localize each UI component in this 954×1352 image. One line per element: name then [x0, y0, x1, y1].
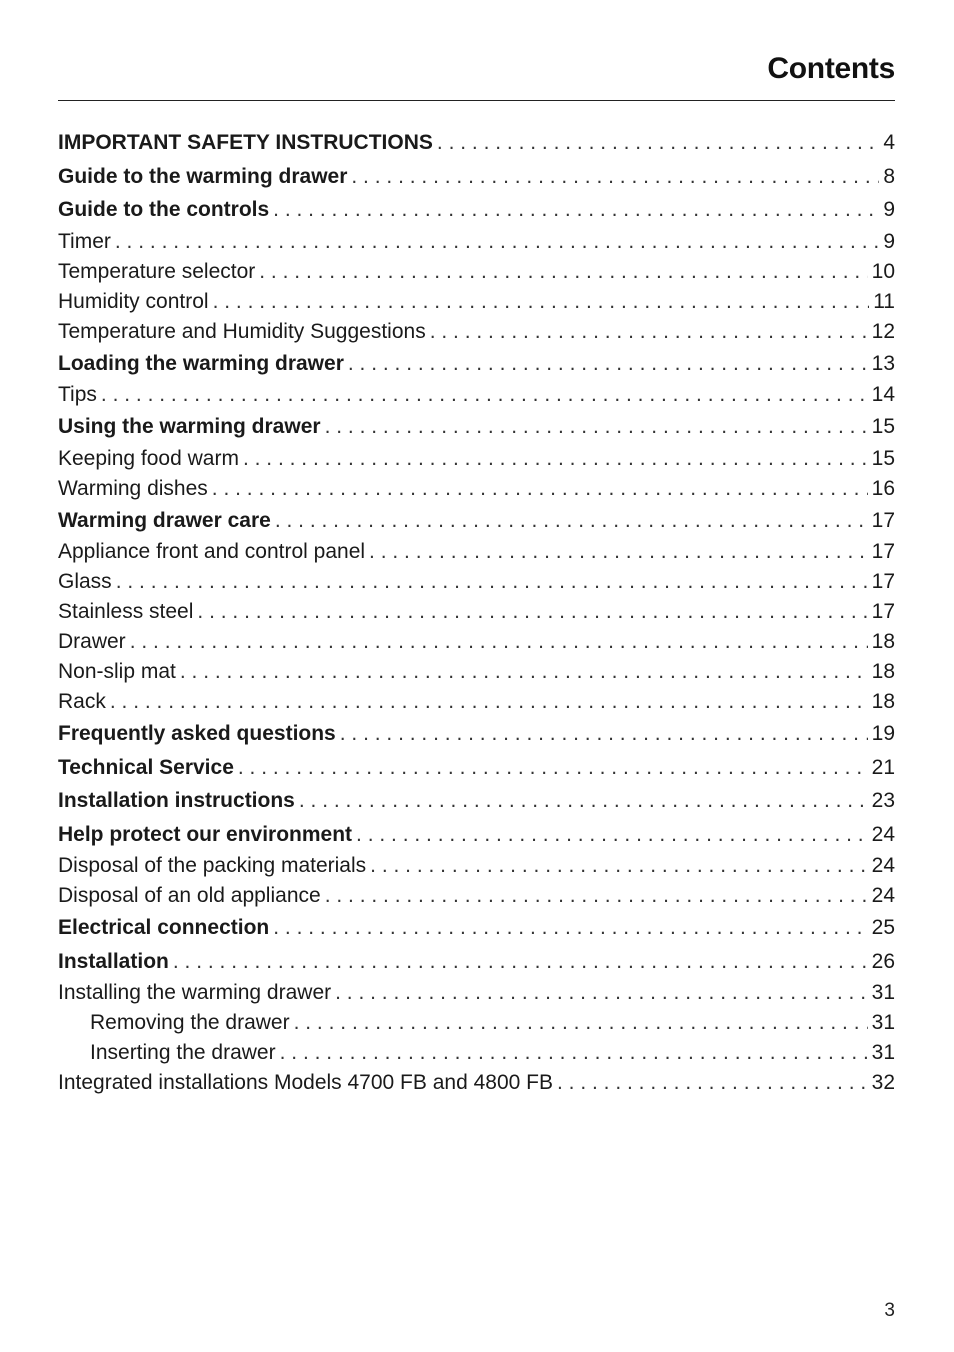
toc-entry-page: 24 — [871, 822, 895, 846]
dot-leader — [325, 881, 868, 911]
toc-entry-page: 25 — [871, 916, 895, 939]
toc-entry[interactable] — [58, 444, 895, 474]
toc-entry-label: Installing the warming drawer — [58, 981, 332, 1004]
toc-entry-label: Temperature selector — [58, 259, 256, 283]
toc-entry-label: Installation instructions — [58, 789, 295, 812]
toc-entry[interactable] — [58, 347, 895, 381]
toc-entry-page: 19 — [871, 722, 895, 745]
toc-entry-page: 12 — [871, 319, 895, 343]
toc-entry-label: Keeping food warm — [58, 446, 239, 470]
toc-entry-page: 24 — [871, 884, 895, 907]
dot-leader — [259, 257, 867, 287]
dot-leader — [280, 1038, 868, 1068]
toc-entry-page: 17 — [871, 570, 895, 593]
toc-entry-page: 17 — [871, 600, 895, 623]
toc-entry-label: Loading the warming drawer — [58, 351, 344, 375]
dot-leader — [101, 380, 868, 410]
toc-entry-page: 14 — [871, 383, 895, 406]
dot-leader — [437, 126, 879, 160]
toc-entry-label: Warming drawer care — [58, 508, 271, 532]
dot-leader — [370, 851, 867, 881]
toc-entry[interactable] — [58, 193, 895, 227]
toc-entry-label: Humidity control — [58, 289, 209, 313]
dot-leader — [180, 657, 868, 687]
toc-entry-page: 15 — [871, 446, 895, 470]
dot-leader — [213, 287, 870, 317]
toc-entry[interactable] — [58, 978, 895, 1008]
toc-entry-page: 17 — [871, 540, 895, 563]
toc-entry-label: Installation — [58, 949, 169, 973]
toc-entry[interactable] — [58, 717, 895, 751]
dot-leader — [115, 227, 879, 257]
dot-leader — [299, 784, 868, 818]
toc-entry-page: 31 — [871, 1011, 895, 1034]
toc-entry-label: Disposal of the packing materials — [58, 854, 367, 877]
toc-entry-label: Technical Service — [58, 755, 234, 779]
toc-entry-page: 9 — [883, 198, 895, 221]
toc-entry-label: Guide to the warming drawer — [58, 164, 348, 188]
toc-entry-label: Appliance front and control panel — [58, 540, 366, 563]
dot-leader — [275, 504, 868, 538]
toc-entry-page: 9 — [883, 229, 895, 253]
toc-entry-label: Non-slip mat — [58, 660, 176, 683]
dot-leader — [325, 410, 868, 444]
dot-leader — [340, 717, 868, 751]
toc-entry[interactable] — [58, 410, 895, 444]
toc-entry-page: 18 — [871, 630, 895, 653]
dot-leader — [369, 537, 868, 567]
dot-leader — [212, 474, 868, 504]
toc-entry[interactable] — [58, 1008, 895, 1038]
toc-entry[interactable] — [58, 911, 895, 945]
toc-entry[interactable] — [58, 567, 895, 597]
toc-entry-page: 26 — [871, 949, 895, 973]
dot-leader — [116, 567, 868, 597]
toc-entry-page: 18 — [871, 690, 895, 713]
toc-entry-page: 31 — [871, 1041, 895, 1064]
toc-entry-page: 11 — [873, 289, 895, 313]
dot-leader — [197, 597, 867, 627]
toc-entry-page: 31 — [871, 981, 895, 1004]
toc-entry[interactable] — [58, 851, 895, 881]
toc-entry-label: Using the warming drawer — [58, 415, 321, 438]
toc-entry-page: 23 — [871, 789, 895, 812]
toc-entry-page: 18 — [871, 660, 895, 683]
toc-entry[interactable] — [58, 474, 895, 504]
toc-entry-page: 16 — [871, 476, 895, 500]
toc-entry-label: Inserting the drawer — [90, 1041, 276, 1064]
dot-leader — [356, 818, 868, 852]
toc-entry[interactable] — [58, 1068, 895, 1098]
toc-entry[interactable] — [58, 881, 895, 911]
toc-entry[interactable] — [58, 597, 895, 627]
toc-entry-page: 17 — [871, 508, 895, 532]
toc-entry-label: Drawer — [58, 630, 126, 653]
toc-entry-label: Glass — [58, 570, 112, 593]
dot-leader — [243, 444, 868, 474]
dot-leader — [238, 751, 868, 785]
toc-entry-label: Warming dishes — [58, 476, 208, 500]
toc-entry-label: IMPORTANT SAFETY INSTRUCTIONS — [58, 131, 433, 154]
toc-entry[interactable] — [58, 945, 895, 979]
toc-entry[interactable] — [58, 160, 895, 194]
toc-entry[interactable] — [58, 126, 895, 160]
toc-entry-label: Electrical connection — [58, 916, 270, 939]
toc-entry[interactable] — [58, 818, 895, 852]
toc-entry-page: 24 — [871, 854, 895, 877]
dot-leader — [294, 1008, 868, 1038]
toc-entry-label: Frequently asked questions — [58, 722, 336, 745]
dot-leader — [557, 1068, 868, 1098]
toc-entry-label: Disposal of an old appliance — [58, 884, 321, 907]
toc-entry-label: Integrated installations Models 4700 FB and 4800 FB — [58, 1071, 553, 1094]
toc-entry[interactable] — [58, 657, 895, 687]
dot-leader — [348, 347, 868, 381]
dot-leader — [110, 687, 868, 717]
dot-leader — [351, 160, 879, 194]
toc-entry-page: 15 — [871, 415, 895, 438]
page-title: Contents — [767, 52, 895, 85]
toc-entry-label: Temperature and Humidity Suggestions — [58, 319, 426, 343]
dot-leader — [273, 911, 867, 945]
toc-entry[interactable] — [58, 537, 895, 567]
toc-entry-label: Rack — [58, 690, 106, 713]
toc-entry[interactable] — [58, 784, 895, 818]
toc-entry[interactable] — [58, 504, 895, 538]
dot-leader — [430, 317, 868, 347]
toc-entry[interactable] — [58, 380, 895, 410]
toc-entry-label: Timer — [58, 229, 111, 253]
toc-entry-page: 10 — [871, 259, 895, 283]
page-number: 3 — [884, 1300, 895, 1321]
table-of-contents — [58, 126, 895, 1098]
toc-entry[interactable] — [58, 687, 895, 717]
toc-entry-label: Removing the drawer — [90, 1011, 290, 1034]
toc-entry-page: 13 — [871, 351, 895, 375]
toc-entry-label: Help protect our environment — [58, 822, 353, 846]
toc-entry[interactable] — [58, 751, 895, 785]
toc-entry[interactable] — [58, 287, 895, 317]
dot-leader — [173, 945, 868, 979]
toc-entry[interactable] — [58, 1038, 895, 1068]
title-divider — [58, 100, 895, 101]
toc-entry-label: Tips — [58, 383, 97, 406]
toc-entry[interactable] — [58, 227, 895, 257]
dot-leader — [130, 627, 868, 657]
toc-entry[interactable] — [58, 317, 895, 347]
toc-entry-page: 4 — [883, 131, 895, 154]
toc-entry-page: 32 — [871, 1071, 895, 1094]
toc-entry-page: 21 — [871, 755, 895, 779]
dot-leader — [273, 193, 879, 227]
toc-entry[interactable] — [58, 257, 895, 287]
dot-leader — [335, 978, 868, 1008]
toc-entry-label: Guide to the controls — [58, 198, 270, 221]
toc-entry-page: 8 — [883, 164, 895, 188]
toc-entry-label: Stainless steel — [58, 600, 194, 623]
toc-entry[interactable] — [58, 627, 895, 657]
